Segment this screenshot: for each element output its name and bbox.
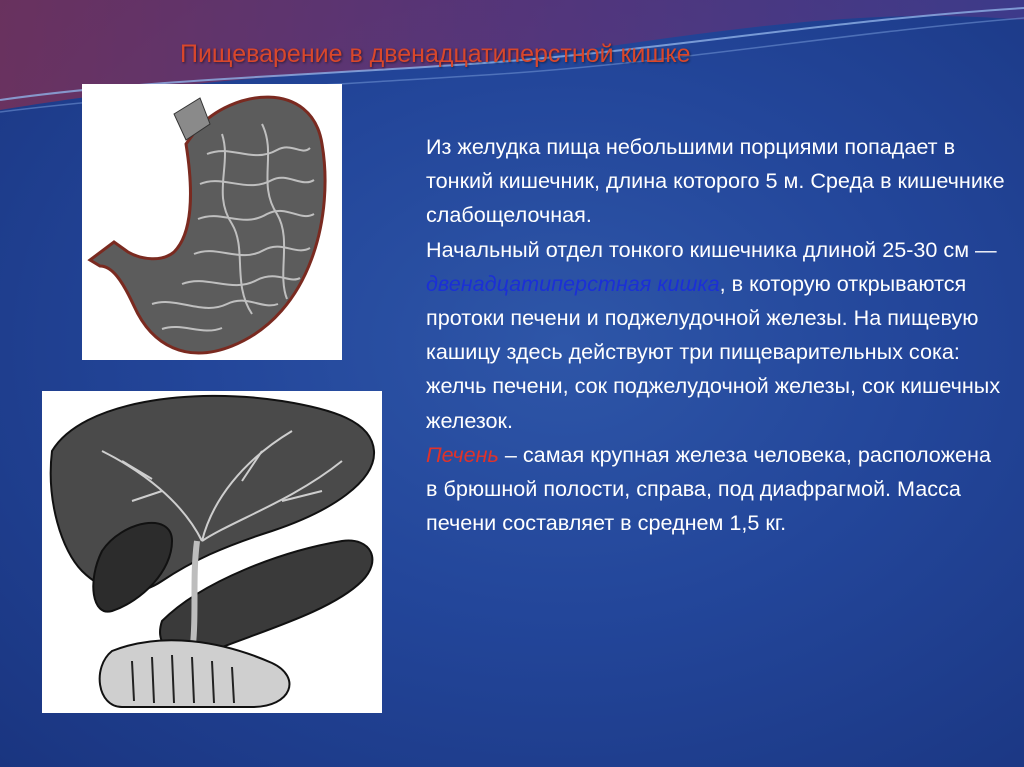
paragraph-duodenum-rest: , в которую открываются протоки печени и поджелудочной железы. На пищевую кашицу здесь действуют три пищеварительных сока: желчь печени, сок поджелудочной железы, сок кишечных железок. [426, 270, 1001, 433]
liver-drawing [42, 391, 382, 713]
term-liver: Печень [426, 441, 499, 467]
stomach-drawing [82, 84, 342, 360]
term-duodenum: двенадцатиперстная кишка [426, 270, 720, 296]
paragraph-intestine: Из желудка пища небольшими порциями попадает в тонкий кишечник, длина которого 5 м. Среда в кишечнике слабощелочная. [426, 134, 1005, 228]
paragraph-duodenum-lead: Начальный отдел тонкого кишечника длиной 25-30 см — [426, 236, 997, 262]
paragraph-liver [426, 438, 1006, 541]
paragraph-duodenum [426, 233, 1006, 438]
body-text [426, 130, 1006, 540]
liver-pancreas-illustration [42, 391, 382, 713]
slide-title: Пищеварение в двенадцатиперстной кишке [180, 40, 691, 68]
paragraph-liver-rest: – самая крупная железа человека, расположена в брюшной полости, справа, под диафрагмой. Масса печени составляет в среднем 1,5 кг. [426, 441, 991, 536]
stomach-illustration [82, 84, 342, 360]
